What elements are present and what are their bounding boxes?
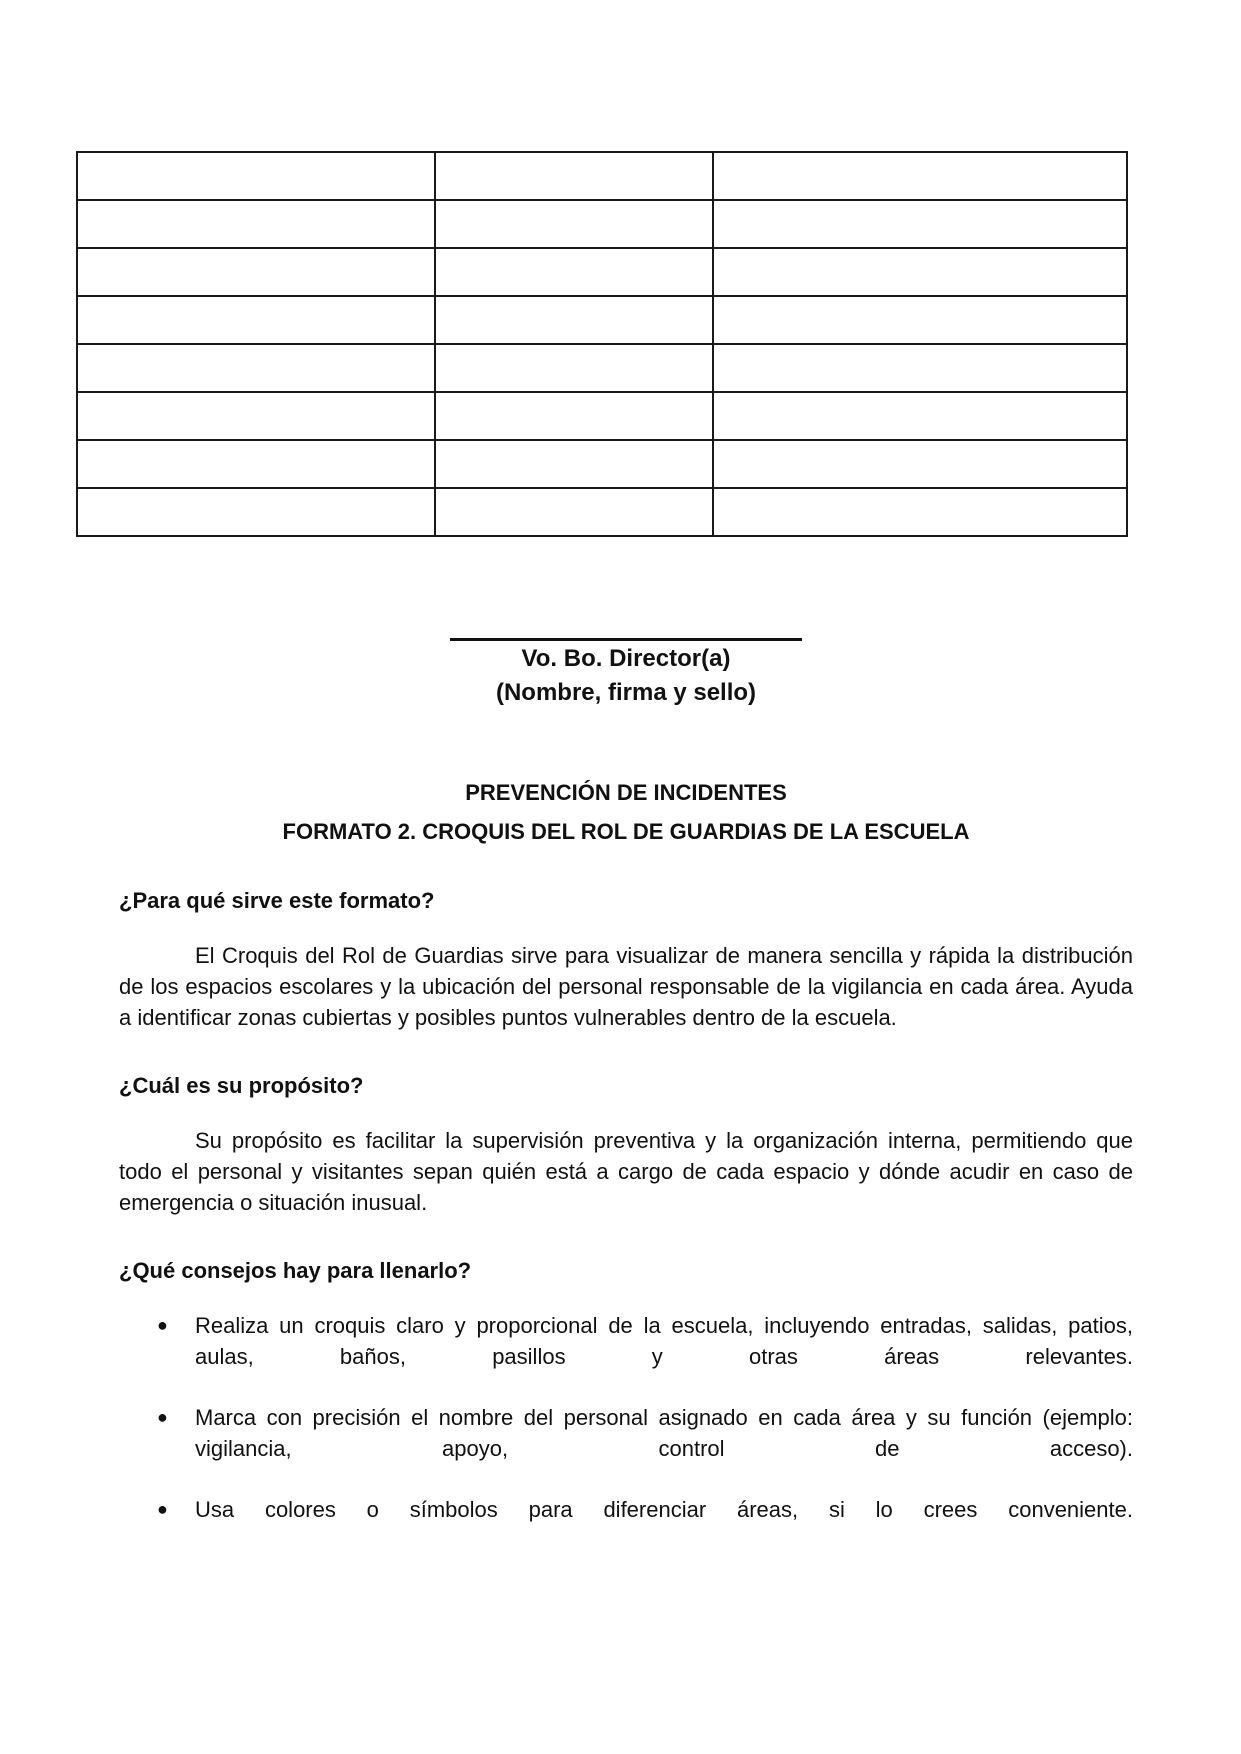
list-item-text: Usa colores o símbolos para diferenciar áreas, si lo crees conveniente.: [195, 1497, 1133, 1522]
table-cell[interactable]: [713, 152, 1127, 200]
table-cell[interactable]: [77, 248, 435, 296]
table-row: [77, 488, 1127, 536]
signature-line: [450, 638, 802, 641]
heading-para-que: ¿Para qué sirve este formato?: [119, 888, 435, 913]
table-cell[interactable]: [435, 152, 713, 200]
list-item: [119, 1494, 1133, 1525]
table-row: [77, 344, 1127, 392]
table-cell[interactable]: [77, 296, 435, 344]
table-cell[interactable]: [435, 248, 713, 296]
table-row: [77, 296, 1127, 344]
table-cell[interactable]: [713, 392, 1127, 440]
heading-consejos: ¿Qué consejos hay para llenarlo?: [119, 1258, 472, 1283]
list-item-text: Realiza un croquis claro y proporcional de la escuela, incluyendo entradas, salidas, patios, aulas, baños, pasillos y otras áreas relevantes.: [195, 1313, 1133, 1369]
table-row: [77, 440, 1127, 488]
paragraph-para-que: El Croquis del Rol de Guardias sirve para visualizar de manera sencilla y rápida la distribución de los espacios escolares y la ubicación del personal responsable de la vigilancia en cada área. Ayuda a identificar zonas cubiertas y posibles puntos vulnerables dentro de la escuela.: [119, 943, 1133, 1030]
table-cell[interactable]: [435, 344, 713, 392]
table-cell[interactable]: [77, 440, 435, 488]
table-cell[interactable]: [713, 488, 1127, 536]
heading-proposito: ¿Cuál es su propósito?: [119, 1073, 364, 1098]
table-cell[interactable]: [77, 392, 435, 440]
table-cell[interactable]: [435, 488, 713, 536]
blank-guard-table: [76, 151, 1128, 537]
table-cell[interactable]: [77, 488, 435, 536]
table-cell[interactable]: [713, 248, 1127, 296]
table-cell[interactable]: [713, 200, 1127, 248]
bullet-icon: ●: [157, 1407, 168, 1427]
table-row: [77, 152, 1127, 200]
list-item-text: Marca con precisión el nombre del personal asignado en cada área y su función (ejemplo: vigilancia, apoyo, control de acceso).: [195, 1405, 1133, 1461]
table-cell[interactable]: [713, 344, 1127, 392]
section-title: PREVENCIÓN DE INCIDENTES: [465, 780, 787, 805]
table-cell[interactable]: [713, 440, 1127, 488]
table-cell[interactable]: [435, 392, 713, 440]
paragraph-proposito: Su propósito es facilitar la supervisión preventiva y la organización interna, permitiendo que todo el personal y visitantes sepan quién está a cargo de cada espacio y dónde acudir en caso de emergencia o situación inusual.: [119, 1128, 1133, 1215]
table-row: [77, 200, 1127, 248]
bullet-icon: ●: [157, 1315, 168, 1335]
signature-subtitle: (Nombre, firma y sello): [495, 679, 757, 706]
format-title: FORMATO 2. CROQUIS DEL ROL DE GUARDIAS DE LA ESCUELA: [282, 819, 970, 844]
table-cell[interactable]: [435, 200, 713, 248]
table-cell[interactable]: [77, 344, 435, 392]
list-item: [119, 1402, 1133, 1464]
table-cell[interactable]: [435, 296, 713, 344]
table-cell[interactable]: [435, 440, 713, 488]
table-row: [77, 392, 1127, 440]
table-cell[interactable]: [77, 200, 435, 248]
table-cell[interactable]: [713, 296, 1127, 344]
bullet-icon: ●: [157, 1499, 168, 1519]
table-cell[interactable]: [77, 152, 435, 200]
list-item: [119, 1310, 1133, 1372]
table-row: [77, 248, 1127, 296]
signature-title: Vo. Bo. Director(a): [521, 645, 731, 672]
